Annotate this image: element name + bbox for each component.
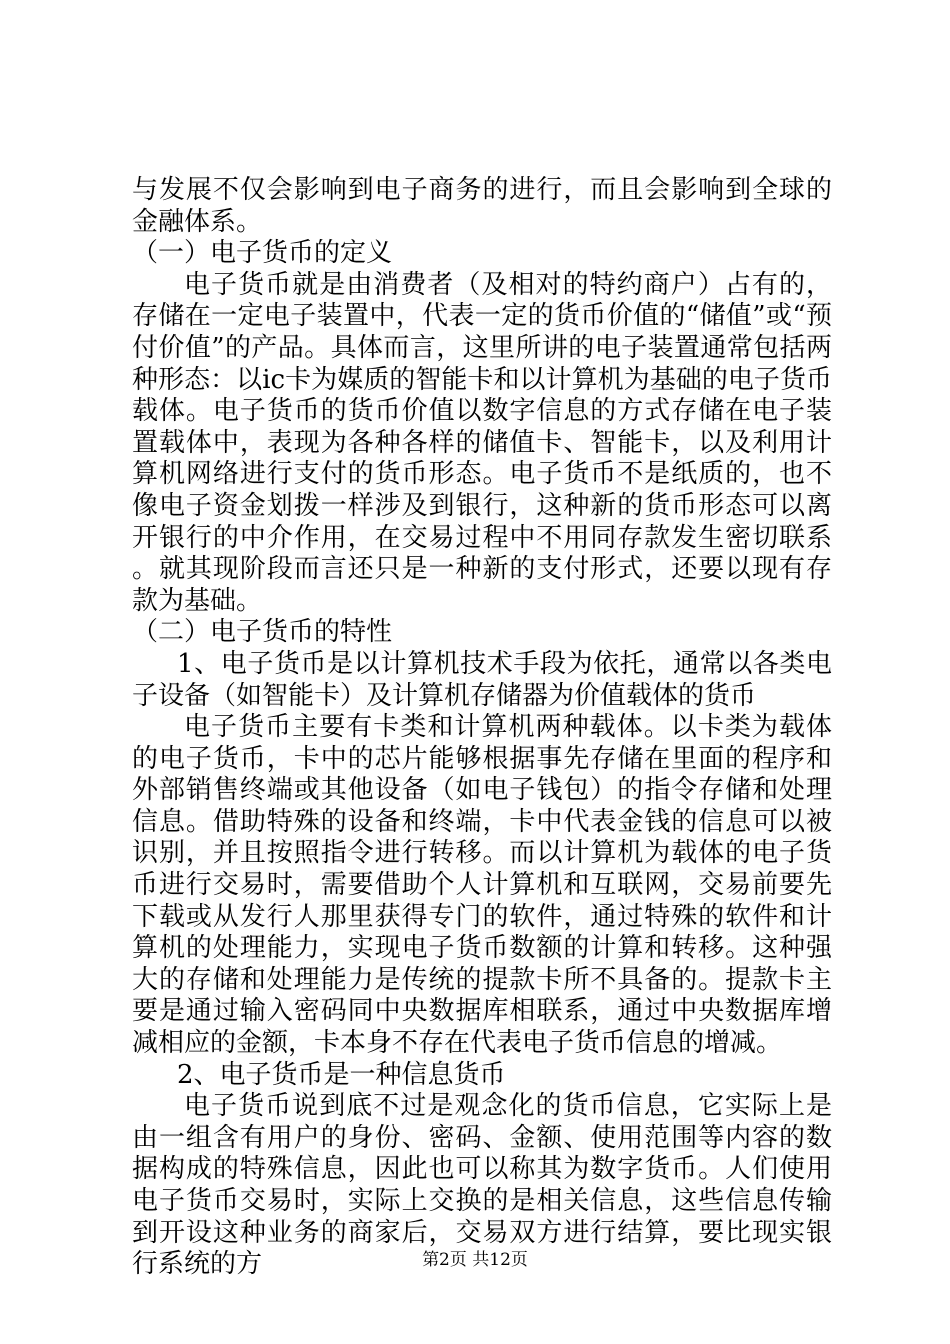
- paragraph-information-money: 电子货币说到底不过是观念化的货币信息，它实际上是由一组含有用户的身份、密码、金额、使用范围等内容的数据构成的特殊信息，因此也可以称其为数字货币。人们使用电子货币交易时，实际上交换的是相关信息，这些信息传输到开设这种业务的商家后，交易双方进行结算，要比现实银行系统的方: [132, 1091, 832, 1280]
- characteristic-item-2: 2、电子货币是一种信息货币: [177, 1059, 506, 1090]
- paragraph-continuation: 与发展不仅会影响到电子商务的进行，而且会影响到全球的金融体系。: [132, 175, 832, 237]
- section-heading-characteristics: （二）电子货币的特性: [132, 617, 393, 648]
- section-heading-definition: （一）电子货币的定义: [132, 238, 393, 269]
- paragraph-carriers: 电子货币主要有卡类和计算机两种载体。以卡类为载体的电子货币，卡中的芯片能够根据事先存储在里面的程序和外部销售终端或其他设备（如电子钱包）的指令存储和处理信息。借助特殊的设备和终端，卡中代表金钱的信息可以被识别，并且按照指令进行转移。而以计算机为载体的电子货币进行交易时，需要借助个人计算机和互联网，交易前要先下载或从发行人那里获得专门的软件，通过特殊的软件和计算机的处理能力，实现电子货币数额的计算和转移。这种强大的存储和处理能力是传统的提款卡所不具备的。提款卡主要是通过输入密码同中央数据库相联系，通过中央数据库增减相应的金额，卡本身不存在代表电子货币信息的增减。: [132, 712, 832, 1059]
- paragraph-definition: 电子货币就是由消费者（及相对的特约商户）占有的，存储在一定电子装置中，代表一定的货币价值的“储值”或“预付价值”的产品。具体而言，这里所讲的电子装置通常包括两种形态：以ic卡为媒质的智能卡和以计算机为基础的电子货币载体。电子货币的货币价值以数字信息的方式存储在电子装置载体中，表现为各种各样的储值卡、智能卡，以及利用计算机网络进行支付的货币形态。电子货币不是纸质的，也不像电子资金划拨一样涉及到银行，这种新的货币形态可以离开银行的中介作用，在交易过程中不用同存款发生密切联系。就其现阶段而言还只是一种新的支付形式，还要以现有存款为基础。: [132, 269, 832, 616]
- page-footer: 第2页 共12页: [422, 1250, 528, 1270]
- characteristic-item-1: 1、电子货币是以计算机技术手段为依托，通常以各类电子设备（如智能卡）及计算机存储器为价值载体的货币: [132, 648, 832, 711]
- document-body: [132, 175, 832, 1281]
